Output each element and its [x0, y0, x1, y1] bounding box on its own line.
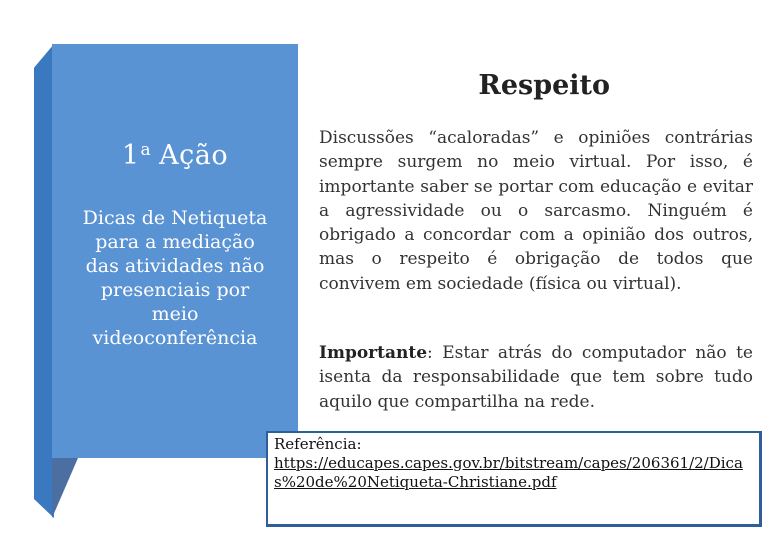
- subtitle-line: para a mediação: [95, 231, 255, 253]
- action-subtitle: [52, 206, 298, 350]
- panel-bottom-decoration: [52, 458, 78, 518]
- panel-side-decoration: [34, 44, 54, 518]
- subtitle-line: videoconferência: [92, 327, 258, 349]
- section-heading: Respeito: [478, 70, 610, 101]
- action-word: Ação: [159, 140, 229, 171]
- reference-link[interactable]: https://educapes.capes.gov.br/bitstream/capes/206361/2/Dicas%20de%20Netiqueta-Christiane.pdf: [274, 454, 743, 491]
- subtitle-line: Dicas de Netiqueta: [82, 207, 268, 229]
- action-number: 1: [121, 140, 140, 171]
- subtitle-line: presenciais por: [100, 279, 250, 301]
- subtitle-line: meio: [151, 303, 199, 325]
- important-text: : Estar atrás do computador não te isenta da responsabilidade que tem sobre tudo aquilo que compartilha na rede.: [319, 343, 753, 412]
- important-label: Importante: [319, 343, 428, 363]
- subtitle-line: das atividades não: [85, 255, 265, 277]
- action-ordinal: a: [140, 140, 152, 160]
- reference-label: Referência:: [274, 435, 362, 453]
- important-note: [319, 341, 753, 414]
- action-title: [52, 140, 298, 171]
- respect-paragraph: Discussões “acaloradas” e opiniões contrárias sempre surgem no meio virtual. Por isso, é importante saber se portar com educação e evitar a agressividade ou o sarcasmo. Ninguém é obrigado a concordar com a opinião dos outros, mas o respeito é obrigação de todos que convivem em sociedade (física ou virtual).: [319, 128, 753, 294]
- reference-box: [266, 431, 762, 527]
